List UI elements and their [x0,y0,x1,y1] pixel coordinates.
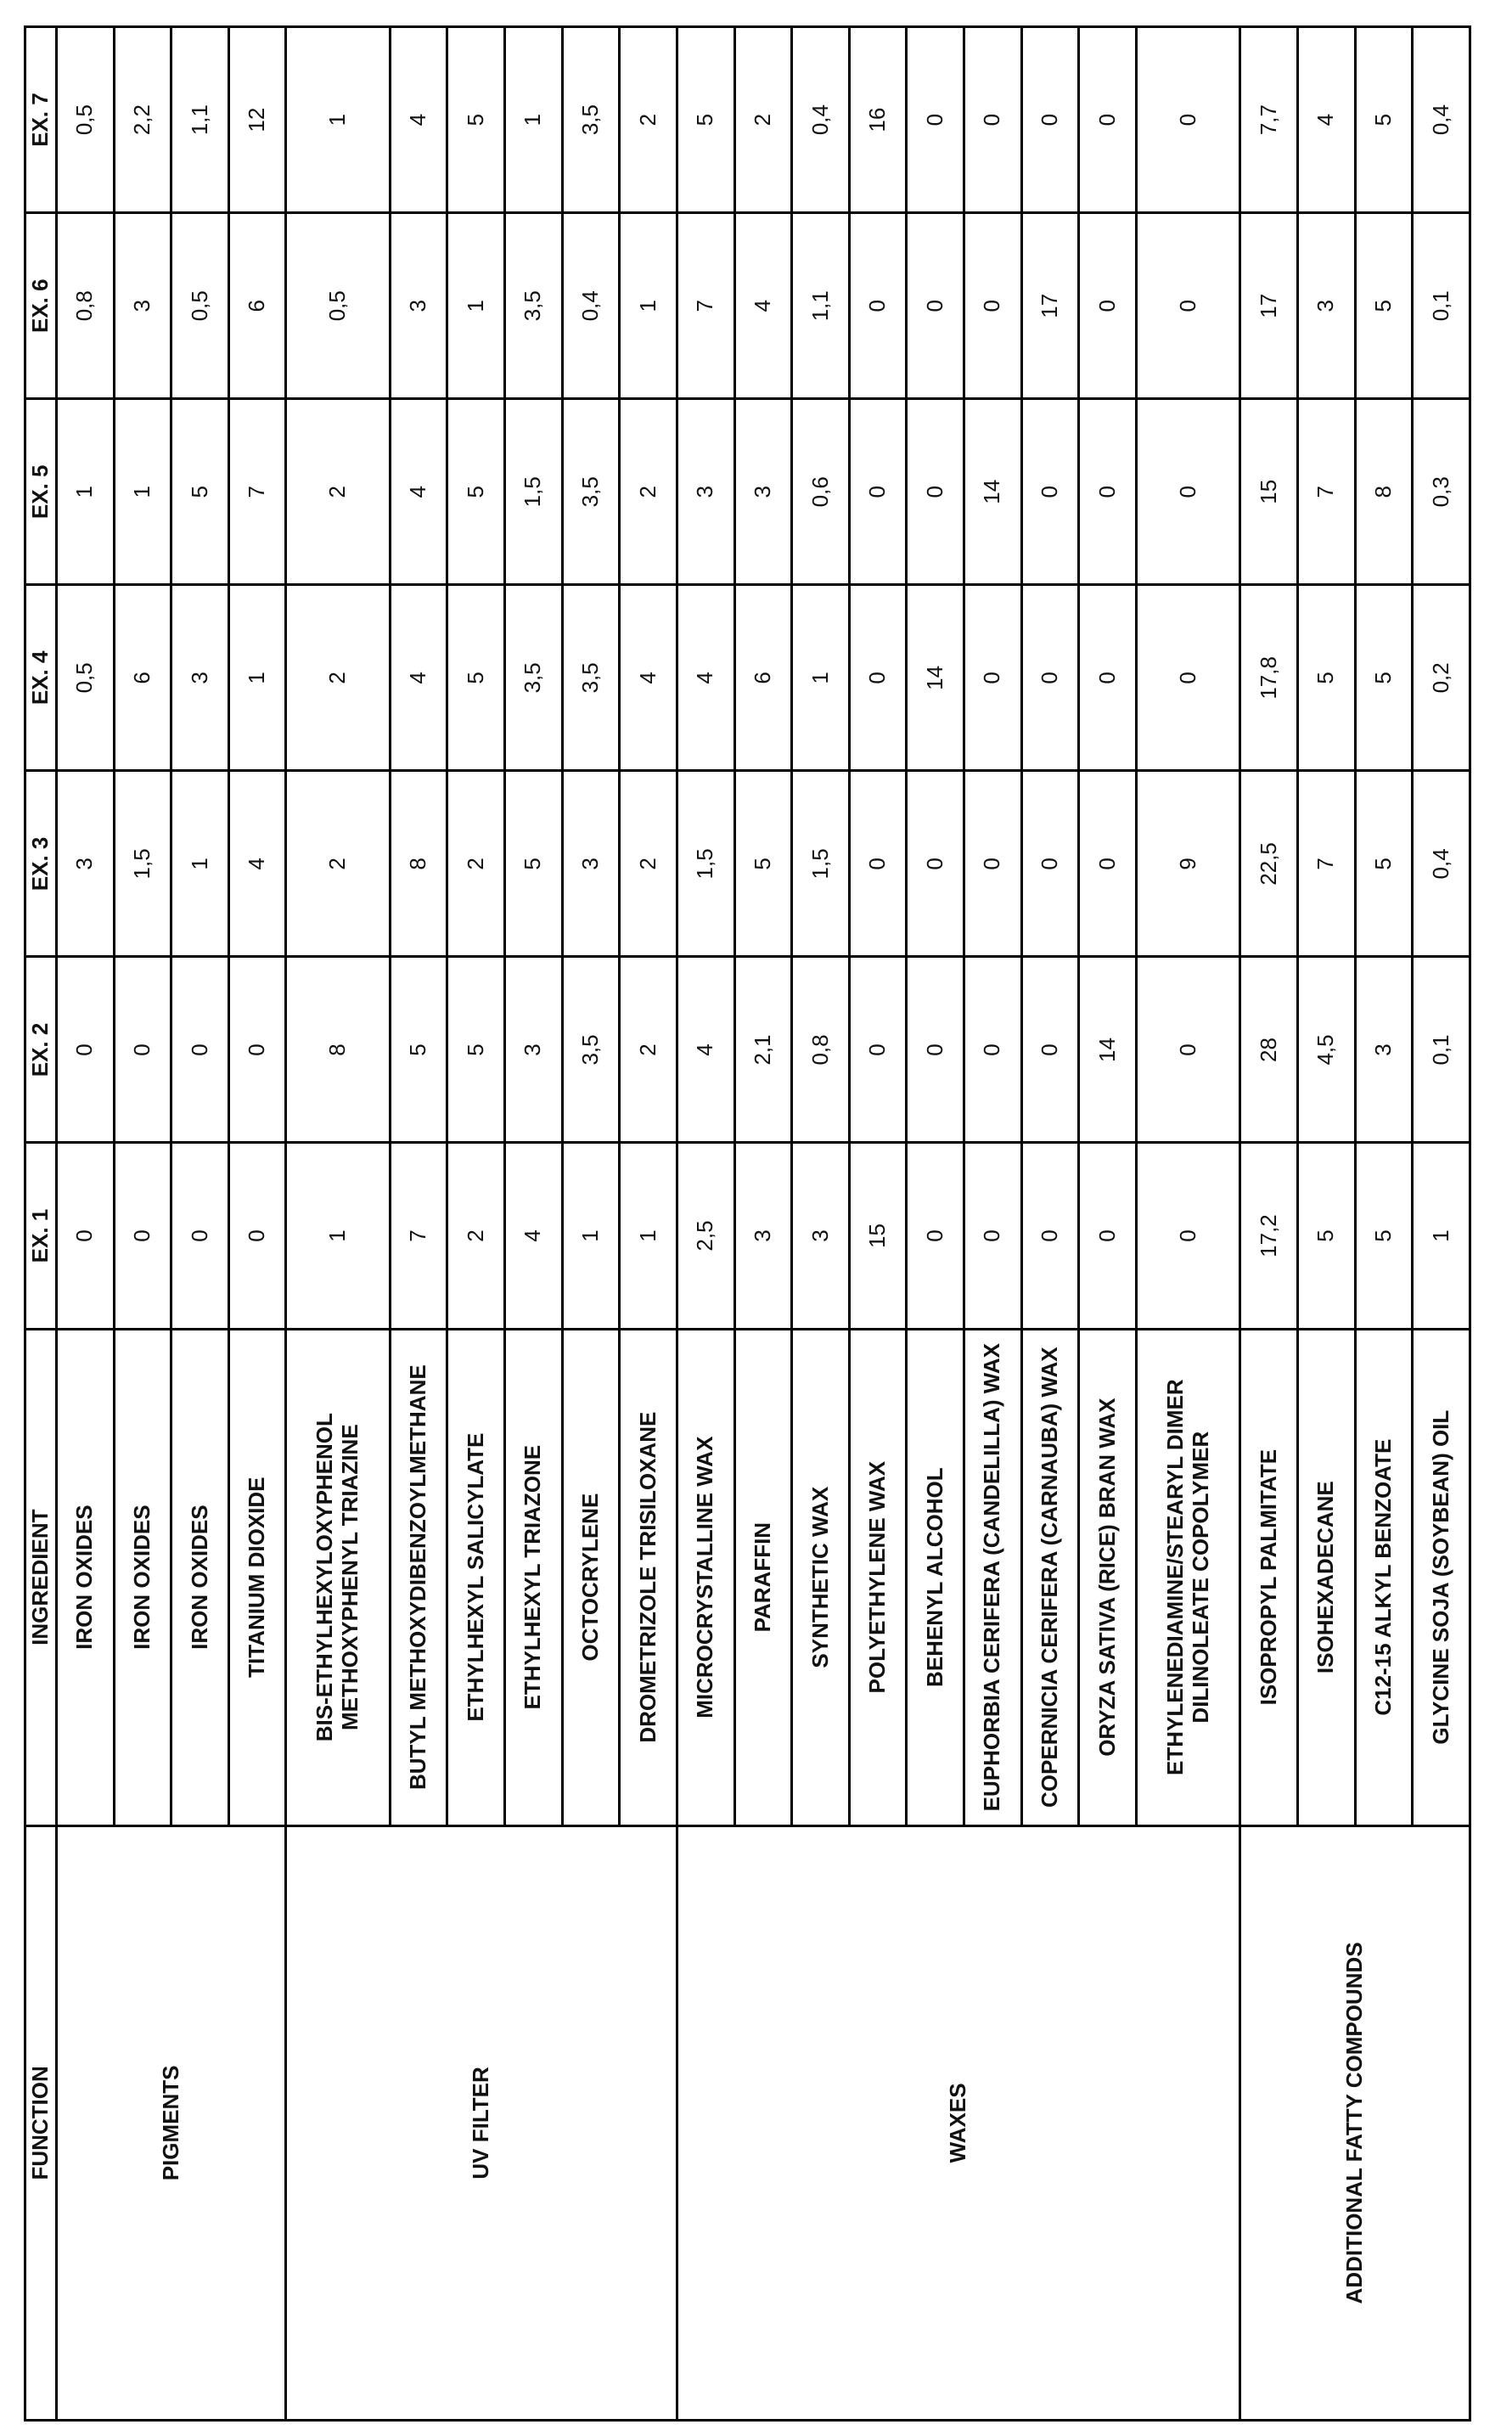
value-ex7: 5 [677,27,734,213]
value-ex7: 4 [1297,27,1355,213]
value-ex4: 0 [1079,585,1137,771]
value-ex5: 7 [228,399,286,585]
value-ex7: 0 [1021,27,1079,213]
value-ex1: 1 [286,1143,390,1329]
value-ex5: 0,6 [792,399,850,585]
value-ex1: 7 [390,1143,447,1329]
formulation-table [24,25,1471,2422]
value-ex4: 1 [228,585,286,771]
value-ex7: 0 [964,27,1022,213]
value-ex2: 0 [907,957,964,1143]
value-ex1: 1 [1413,1143,1470,1329]
value-ex1: 0 [171,1143,229,1329]
value-ex1: 0 [1079,1143,1137,1329]
ingredient-cell: IRON OXIDES [171,1329,229,1825]
value-ex6: 0,1 [1413,213,1470,399]
value-ex6: 3,5 [505,213,563,399]
ingredient-cell: POLYETHYLENE WAX [849,1329,907,1825]
value-ex3: 0 [849,771,907,957]
value-ex2: 28 [1240,957,1298,1143]
value-ex1: 5 [1355,1143,1413,1329]
value-ex6: 0,8 [56,213,114,399]
value-ex5: 5 [447,399,505,585]
value-ex3: 7 [1297,771,1355,957]
value-ex2: 5 [390,957,447,1143]
value-ex7: 0,4 [792,27,850,213]
ingredient-cell: ETHYLHEXYL TRIAZONE [505,1329,563,1825]
value-ex3: 0,4 [1413,771,1470,957]
value-ex4: 5 [1355,585,1413,771]
value-ex3: 0 [964,771,1022,957]
value-ex3: 0 [1079,771,1137,957]
value-ex2: 0,1 [1413,957,1470,1143]
value-ex1: 17,2 [1240,1143,1298,1329]
value-ex2: 0 [228,957,286,1143]
value-ex7: 5 [447,27,505,213]
value-ex4: 5 [1297,585,1355,771]
value-ex2: 0 [114,957,171,1143]
ingredient-cell: COPERNICIA CERIFERA (CARNAUBA) WAX [1021,1329,1079,1825]
ingredient-cell: SYNTHETIC WAX [792,1329,850,1825]
function-cell: UV FILTER [286,1825,677,2420]
value-ex4: 4 [620,585,677,771]
value-ex2: 3,5 [562,957,620,1143]
header-row [25,27,57,2421]
value-ex5: 0 [1021,399,1079,585]
value-ex2: 0 [56,957,114,1143]
value-ex4: 1 [792,585,850,771]
value-ex1: 0 [56,1143,114,1329]
value-ex6: 1 [620,213,677,399]
value-ex7: 3,5 [562,27,620,213]
header-ingredient: INGREDIENT [25,1329,57,1825]
header-function: FUNCTION [25,1825,57,2420]
value-ex5: 0 [907,399,964,585]
value-ex3: 5 [1355,771,1413,957]
value-ex7: 7,7 [1240,27,1298,213]
value-ex1: 3 [792,1143,850,1329]
value-ex3: 2 [620,771,677,957]
value-ex7: 5 [1355,27,1413,213]
header-ex3: EX. 3 [25,771,57,957]
value-ex3: 1,5 [792,771,850,957]
value-ex1: 1 [562,1143,620,1329]
value-ex6: 0,5 [171,213,229,399]
value-ex7: 0 [907,27,964,213]
value-ex7: 16 [849,27,907,213]
value-ex4: 2 [286,585,390,771]
value-ex1: 15 [849,1143,907,1329]
value-ex1: 0 [1021,1143,1079,1329]
value-ex2: 0 [849,957,907,1143]
value-ex6: 5 [1355,213,1413,399]
table-row [286,27,390,2421]
ingredient-cell: ORYZA SATIVA (RICE) BRAN WAX [1079,1329,1137,1825]
value-ex1: 0 [228,1143,286,1329]
value-ex1: 0 [907,1143,964,1329]
value-ex1: 1 [620,1143,677,1329]
table-row [677,27,734,2421]
value-ex5: 3 [677,399,734,585]
value-ex7: 0,5 [56,27,114,213]
value-ex2: 0 [171,957,229,1143]
ingredient-cell: MICROCRYSTALLINE WAX [677,1329,734,1825]
value-ex1: 0 [114,1143,171,1329]
value-ex6: 4 [734,213,792,399]
ingredient-cell: PARAFFIN [734,1329,792,1825]
value-ex4: 5 [447,585,505,771]
value-ex4: 14 [907,585,964,771]
value-ex4: 3 [171,585,229,771]
function-cell: ADDITIONAL FATTY COMPOUNDS [1240,1825,1470,2420]
value-ex7: 0,4 [1413,27,1470,213]
value-ex2: 4 [677,957,734,1143]
ingredient-cell: ISOPROPYL PALMITATE [1240,1329,1298,1825]
header-ex1: EX. 1 [25,1143,57,1329]
value-ex7: 12 [228,27,286,213]
value-ex3: 2 [286,771,390,957]
value-ex3: 0 [1021,771,1079,957]
value-ex5: 7 [1297,399,1355,585]
value-ex2: 14 [1079,957,1137,1143]
value-ex3: 1,5 [677,771,734,957]
value-ex5: 2 [286,399,390,585]
value-ex7: 1 [286,27,390,213]
header-ex7: EX. 7 [25,27,57,213]
value-ex5: 1 [56,399,114,585]
value-ex4: 17,8 [1240,585,1298,771]
value-ex1: 2 [447,1143,505,1329]
value-ex3: 4 [228,771,286,957]
value-ex4: 0 [964,585,1022,771]
value-ex5: 14 [964,399,1022,585]
value-ex6: 1 [447,213,505,399]
ingredient-cell: IRON OXIDES [114,1329,171,1825]
value-ex6: 0 [849,213,907,399]
value-ex4: 3,5 [505,585,563,771]
value-ex6: 17 [1021,213,1079,399]
ingredient-cell: BIS-ETHYLHEXYLOXYPHENOL METHOXYPHENYL TRIAZINE [286,1329,390,1825]
value-ex2: 0 [1021,957,1079,1143]
table-body [56,27,1470,2421]
value-ex4: 0 [849,585,907,771]
table-row [56,27,114,2421]
ingredient-cell: C12-15 ALKYL BENZOATE [1355,1329,1413,1825]
function-cell: WAXES [677,1825,1239,2420]
value-ex5: 3,5 [562,399,620,585]
value-ex5: 0 [849,399,907,585]
value-ex6: 0 [1079,213,1137,399]
value-ex3: 8 [390,771,447,957]
value-ex2: 0 [1136,957,1239,1143]
value-ex1: 2,5 [677,1143,734,1329]
rotated-table-container [24,25,1471,2422]
value-ex7: 0 [1079,27,1137,213]
value-ex3: 9 [1136,771,1239,957]
ingredient-cell: GLYCINE SOJA (SOYBEAN) OIL [1413,1329,1470,1825]
value-ex3: 3 [562,771,620,957]
ingredient-cell: EUPHORBIA CERIFERA (CANDELILLA) WAX [964,1329,1022,1825]
ingredient-cell: ISOHEXADECANE [1297,1329,1355,1825]
value-ex5: 0,3 [1413,399,1470,585]
value-ex2: 4,5 [1297,957,1355,1143]
value-ex1: 5 [1297,1143,1355,1329]
value-ex7: 2 [734,27,792,213]
header-ex5: EX. 5 [25,399,57,585]
value-ex6: 17 [1240,213,1298,399]
value-ex6: 3 [390,213,447,399]
value-ex6: 1,1 [792,213,850,399]
ingredient-cell: BUTYL METHOXYDIBENZOYLMETHANE [390,1329,447,1825]
value-ex4: 0,5 [56,585,114,771]
value-ex2: 0,8 [792,957,850,1143]
value-ex3: 1,5 [114,771,171,957]
value-ex7: 2 [620,27,677,213]
ingredient-cell: ETHYLHEXYL SALICYLATE [447,1329,505,1825]
value-ex4: 3,5 [562,585,620,771]
ingredient-cell: TITANIUM DIOXIDE [228,1329,286,1825]
header-ex6: EX. 6 [25,213,57,399]
value-ex5: 0 [1136,399,1239,585]
value-ex4: 0 [1136,585,1239,771]
value-ex5: 8 [1355,399,1413,585]
value-ex5: 1 [114,399,171,585]
value-ex1: 4 [505,1143,563,1329]
value-ex7: 1 [505,27,563,213]
value-ex6: 3 [114,213,171,399]
value-ex2: 2,1 [734,957,792,1143]
value-ex3: 1 [171,771,229,957]
value-ex6: 0,4 [562,213,620,399]
value-ex6: 0 [964,213,1022,399]
value-ex3: 5 [734,771,792,957]
value-ex3: 5 [505,771,563,957]
ingredient-cell: ETHYLENEDIAMINE/STEARYL DIMER DILINOLEATE COPOLYMER [1136,1329,1239,1825]
value-ex5: 1,5 [505,399,563,585]
value-ex4: 0 [1021,585,1079,771]
value-ex5: 2 [620,399,677,585]
value-ex3: 0 [907,771,964,957]
header-ex2: EX. 2 [25,957,57,1143]
value-ex4: 4 [390,585,447,771]
value-ex6: 0,5 [286,213,390,399]
value-ex3: 3 [56,771,114,957]
value-ex5: 15 [1240,399,1298,585]
value-ex1: 3 [734,1143,792,1329]
value-ex6: 6 [228,213,286,399]
value-ex7: 2,2 [114,27,171,213]
value-ex4: 4 [677,585,734,771]
value-ex6: 7 [677,213,734,399]
value-ex2: 8 [286,957,390,1143]
value-ex7: 4 [390,27,447,213]
function-cell: PIGMENTS [56,1825,286,2420]
table-row [1240,27,1298,2421]
value-ex4: 6 [114,585,171,771]
value-ex2: 5 [447,957,505,1143]
value-ex5: 3 [734,399,792,585]
value-ex3: 2 [447,771,505,957]
value-ex2: 3 [505,957,563,1143]
value-ex5: 5 [171,399,229,585]
value-ex5: 0 [1079,399,1137,585]
ingredient-cell: IRON OXIDES [56,1329,114,1825]
value-ex6: 0 [1136,213,1239,399]
value-ex1: 0 [1136,1143,1239,1329]
header-ex4: EX. 4 [25,585,57,771]
value-ex7: 1,1 [171,27,229,213]
value-ex6: 3 [1297,213,1355,399]
value-ex2: 2 [620,957,677,1143]
value-ex4: 0,2 [1413,585,1470,771]
value-ex2: 3 [1355,957,1413,1143]
value-ex7: 0 [1136,27,1239,213]
value-ex6: 0 [907,213,964,399]
ingredient-cell: OCTOCRYLENE [562,1329,620,1825]
value-ex2: 0 [964,957,1022,1143]
value-ex4: 6 [734,585,792,771]
value-ex3: 22,5 [1240,771,1298,957]
value-ex5: 4 [390,399,447,585]
value-ex1: 0 [964,1143,1022,1329]
ingredient-cell: DROMETRIZOLE TRISILOXANE [620,1329,677,1825]
ingredient-cell: BEHENYL ALCOHOL [907,1329,964,1825]
